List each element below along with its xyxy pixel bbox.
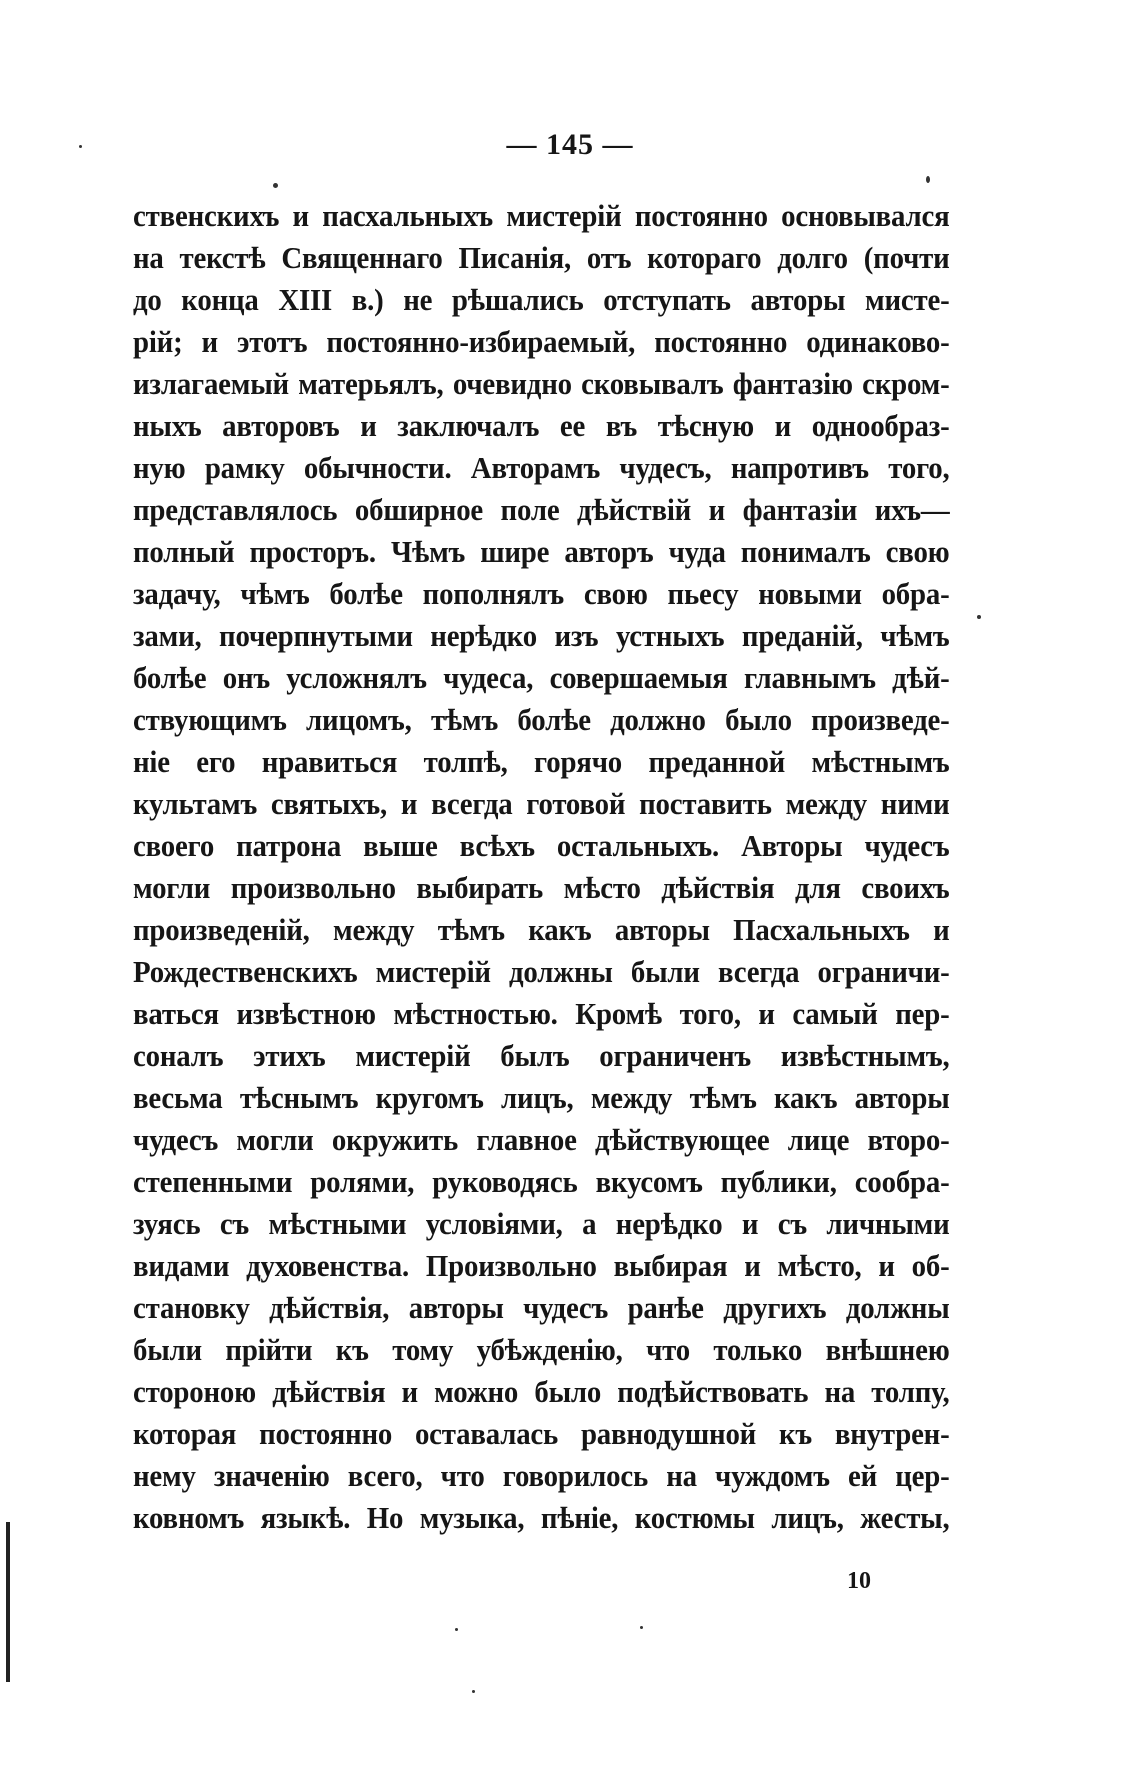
text-line: произведеній, между тѣмъ какъ авторы Пасхальныхъ и	[133, 912, 950, 947]
text-line: рій; и этотъ постоянно-избираемый, постоянно одинаково-	[133, 324, 950, 359]
text-line: ную рамку обычности. Авторамъ чудесъ, напротивъ того,	[133, 450, 950, 485]
text-line: ственскихъ и пасхальныхъ мистерій постоянно основывался	[133, 198, 950, 233]
text-line: представлялось обширное поле дѣйствій и фантазіи ихъ—	[133, 492, 950, 527]
text-line: стороною дѣйствія и можно было подѣйствовать на толпу,	[133, 1374, 950, 1409]
text-line: своего патрона выше всѣхъ остальныхъ. Авторы чудесъ	[133, 828, 950, 863]
scan-edge-mark	[6, 1522, 10, 1682]
text-line: Рождественскихъ мистерій должны были всегда ограничи-	[133, 954, 950, 989]
text-line: зуясь съ мѣстными условіями, а нерѣдко и съ личными	[133, 1206, 950, 1241]
signature-mark: 10	[847, 1568, 871, 1594]
text-line: становку дѣйствія, авторы чудесъ ранѣе другихъ должны	[133, 1290, 950, 1325]
text-line: чудесъ могли окружить главное дѣйствующее лице второ-	[133, 1122, 950, 1157]
text-line: на текстѣ Священнаго Писанія, отъ котораго долго (почти	[133, 240, 950, 275]
text-line: ніе его нравиться толпѣ, горячо преданной мѣстнымъ	[133, 744, 950, 779]
text-line: полный просторъ. Чѣмъ шире авторъ чуда понималъ свою	[133, 534, 950, 569]
text-line: степенными ролями, руководясь вкусомъ публики, сообра-	[133, 1164, 950, 1199]
body-text	[133, 195, 950, 1539]
text-line: могли произвольно выбирать мѣсто дѣйствія для своихъ	[133, 870, 950, 905]
page-number: — 145 —	[506, 128, 634, 161]
text-line: весьма тѣснымъ кругомъ лицъ, между тѣмъ какъ авторы	[133, 1080, 950, 1115]
text-line: культамъ святыхъ, и всегда готовой поставить между ними	[133, 786, 950, 821]
text-line: соналъ этихъ мистерій былъ ограниченъ извѣстнымъ,	[133, 1038, 950, 1073]
text-line: нему значенію всего, что говорилось на чуждомъ ей цер-	[133, 1458, 950, 1493]
text-line: до конца XIII в.) не рѣшались отступать авторы мисте-	[133, 282, 950, 317]
text-line: ваться извѣстною мѣстностью. Кромѣ того, и самый пер-	[133, 996, 950, 1031]
ink-speck	[79, 145, 82, 148]
ink-speck	[977, 615, 981, 619]
text-line: ныхъ авторовъ и заключалъ ее въ тѣсную и однообраз-	[133, 408, 950, 443]
text-line: ковномъ языкѣ. Но музыка, пѣніе, костюмы лицъ, жесты,	[133, 1500, 950, 1535]
text-line: видами духовенства. Произвольно выбирая и мѣсто, и об-	[133, 1248, 950, 1283]
ink-speck	[455, 1628, 458, 1631]
text-line: были прійти къ тому убѣжденію, что только внѣшнею	[133, 1332, 950, 1367]
ink-speck	[273, 183, 278, 188]
text-line: ствующимъ лицомъ, тѣмъ болѣе должно было произведе-	[133, 702, 950, 737]
ink-speck	[640, 1626, 643, 1629]
text-line: болѣе онъ усложнялъ чудеса, совершаемыя главнымъ дѣй-	[133, 660, 950, 695]
text-line: которая постоянно оставалась равнодушной къ внутрен-	[133, 1416, 950, 1451]
text-line: излагаемый матерьялъ, очевидно сковывалъ фантазію скром-	[133, 366, 950, 401]
text-line: задачу, чѣмъ болѣе пополнялъ свою пьесу новыми обра-	[133, 576, 950, 611]
ink-speck	[472, 1690, 475, 1693]
ink-speck	[926, 176, 930, 183]
text-line: зами, почерпнутыми нерѣдко изъ устныхъ преданій, чѣмъ	[133, 618, 950, 653]
